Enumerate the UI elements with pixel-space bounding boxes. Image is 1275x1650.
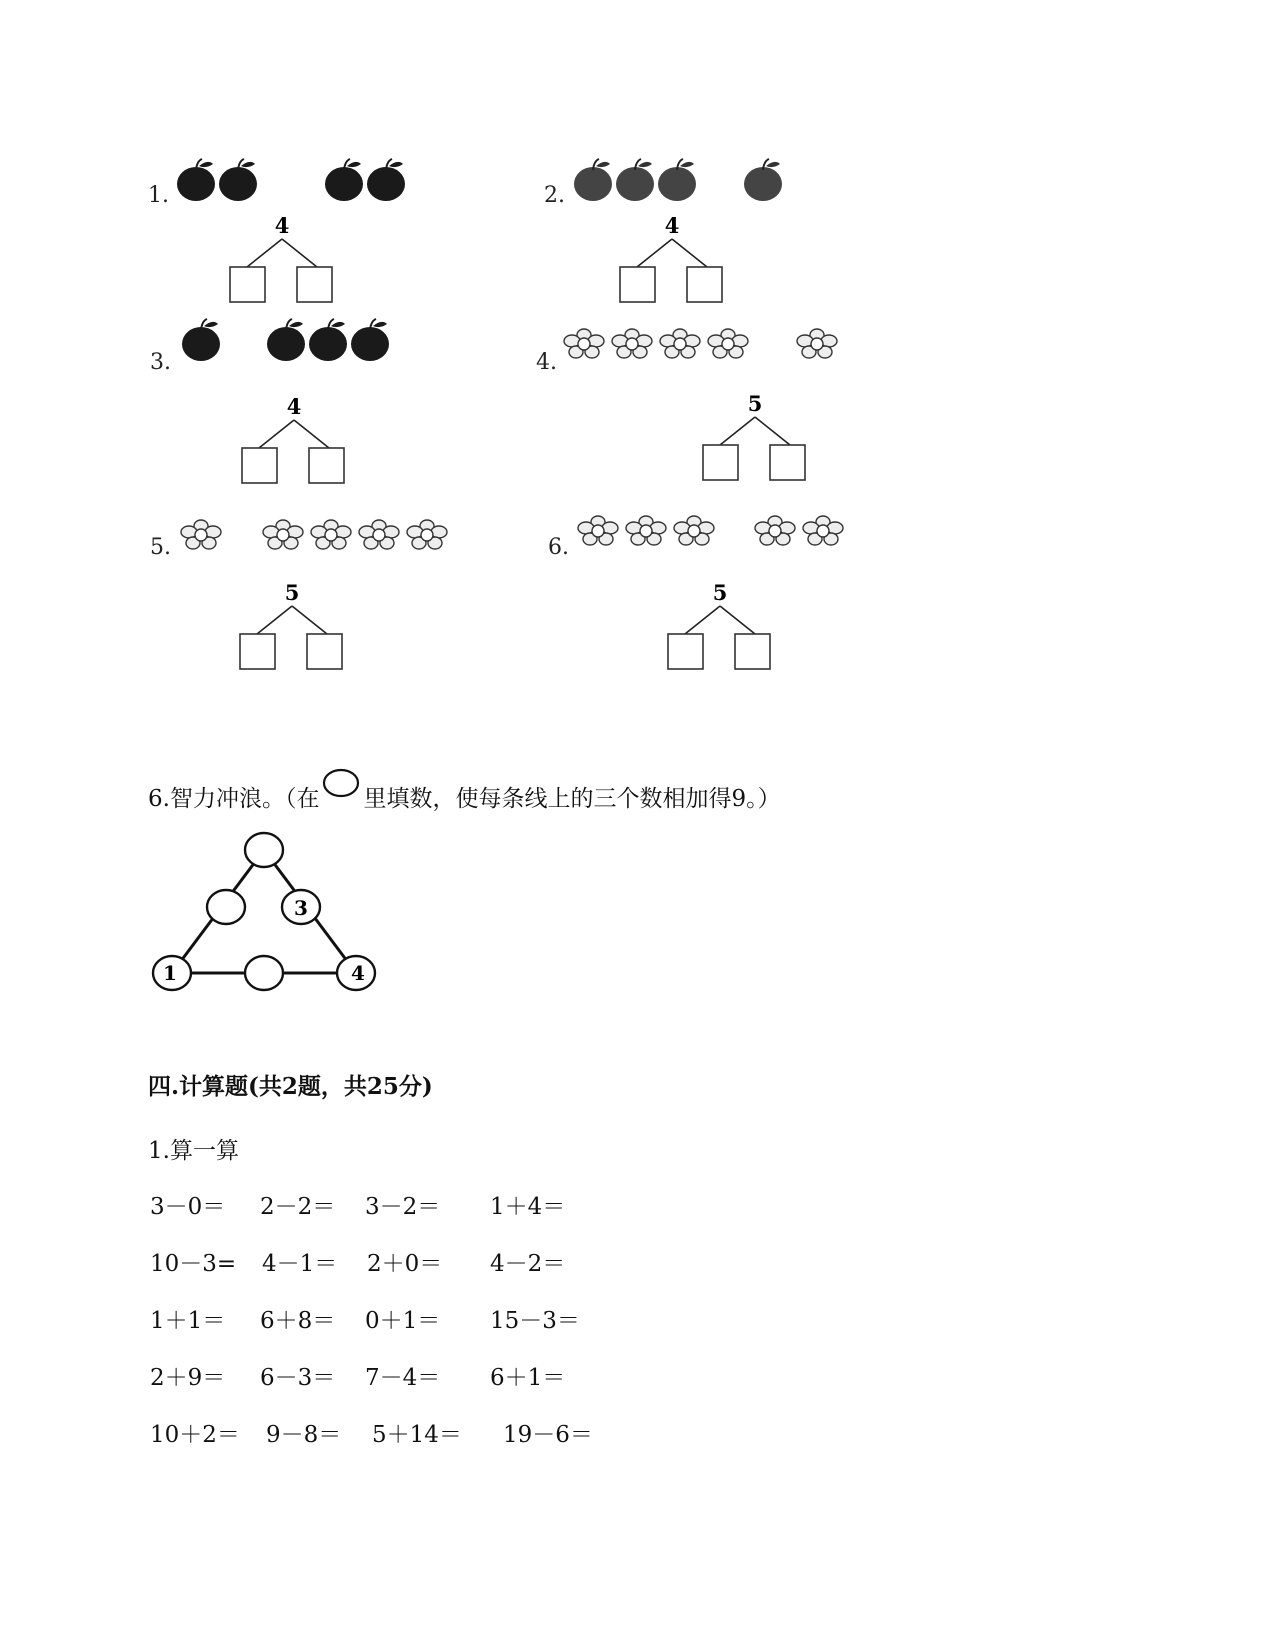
calc-item: 2－2＝ — [260, 1194, 336, 1220]
flower-icon — [802, 515, 844, 547]
problem-2-items — [572, 158, 832, 208]
flower-icon — [563, 328, 605, 360]
answer-box-left — [240, 634, 275, 669]
value-right-mid: 3 — [294, 896, 308, 920]
answer-box-left — [620, 267, 655, 302]
calc-item: 10＋2＝ — [150, 1422, 240, 1448]
calc-item: 6＋1＝ — [490, 1365, 566, 1391]
calc-item: 2＋0＝ — [367, 1251, 443, 1277]
apple-icon — [307, 318, 349, 362]
calc-item: 1＋1＝ — [150, 1308, 226, 1334]
calc-item: 1＋4＝ — [490, 1194, 566, 1220]
flower-icon — [310, 519, 352, 551]
number-bond-5 — [235, 582, 355, 677]
problem-6-label: 6. — [548, 535, 569, 560]
blank-circle-bottom-mid — [245, 956, 283, 990]
flower-icon — [180, 519, 222, 551]
answer-box-left — [242, 448, 277, 483]
calc-item: 3－2＝ — [365, 1194, 441, 1220]
question-6-suffix: 里填数，使每条线上的三个数相加得9。） — [363, 786, 781, 812]
calc-item: 6＋8＝ — [260, 1308, 336, 1334]
flower-icon — [262, 519, 304, 551]
problem-3-items — [180, 318, 440, 368]
apple-icon — [742, 158, 784, 202]
answer-box-left — [230, 267, 265, 302]
answer-box-right — [307, 634, 342, 669]
calc-item: 9－8＝ — [266, 1422, 342, 1448]
bond-top-number: 4 — [274, 213, 290, 238]
apple-icon — [614, 158, 656, 202]
apple-icon — [656, 158, 698, 202]
flower-icon — [754, 515, 796, 547]
apple-icon — [265, 318, 307, 362]
answer-box-right — [297, 267, 332, 302]
flower-icon — [625, 515, 667, 547]
calc-item: 4－1＝ — [262, 1251, 338, 1277]
triangle-puzzle — [148, 825, 388, 1005]
flower-icon — [358, 519, 400, 551]
problem-2-label: 2. — [544, 183, 565, 208]
flower-icon — [659, 328, 701, 360]
problem-4-label: 4. — [536, 350, 557, 375]
apple-icon — [349, 318, 391, 362]
flower-icon — [673, 515, 715, 547]
apple-icon — [180, 318, 222, 362]
answer-box-right — [687, 267, 722, 302]
apple-icon — [217, 158, 259, 202]
problem-6-items — [577, 515, 877, 565]
number-bond-2 — [615, 215, 735, 310]
answer-box-right — [735, 634, 770, 669]
problem-3-label: 3. — [150, 350, 171, 375]
apple-icon — [175, 158, 217, 202]
number-bond-3 — [237, 396, 357, 491]
flower-icon — [707, 328, 749, 360]
calc-item: 6－3＝ — [260, 1365, 336, 1391]
answer-box-left — [703, 445, 738, 480]
calc-item: 10－3= — [150, 1251, 237, 1277]
blank-circle-left-mid — [207, 890, 245, 924]
problem-5-label: 5. — [150, 535, 171, 560]
calc-item: 3－0＝ — [150, 1194, 226, 1220]
flower-icon — [796, 328, 838, 360]
problem-1-label: 1. — [148, 183, 169, 208]
question-6 — [148, 768, 781, 813]
calc-item: 15－3＝ — [490, 1308, 580, 1334]
section-4-title: 四.计算题(共2题，共25分) — [148, 1073, 433, 1100]
problem-4-items — [563, 328, 863, 378]
section-4-subtitle: 1.算一算 — [148, 1138, 239, 1164]
bond-top-number: 5 — [284, 580, 300, 605]
answer-box-right — [770, 445, 805, 480]
flower-icon — [611, 328, 653, 360]
apple-icon — [572, 158, 614, 202]
flower-icon — [577, 515, 619, 547]
apple-icon — [365, 158, 407, 202]
calc-item: 19－6＝ — [503, 1422, 593, 1448]
flower-icon — [406, 519, 448, 551]
problem-5-items — [180, 519, 480, 569]
calc-item: 5＋14＝ — [372, 1422, 462, 1448]
circle-icon — [321, 768, 361, 798]
number-bond-4 — [698, 393, 818, 488]
bond-top-number: 4 — [664, 213, 680, 238]
calc-item: 2＋9＝ — [150, 1365, 226, 1391]
number-bond-1 — [225, 215, 345, 310]
calc-item: 0＋1＝ — [365, 1308, 441, 1334]
answer-box-right — [309, 448, 344, 483]
blank-circle-top — [245, 833, 283, 867]
apple-icon — [323, 158, 365, 202]
calc-item: 7－4＝ — [365, 1365, 441, 1391]
value-left: 1 — [163, 961, 177, 985]
answer-box-left — [668, 634, 703, 669]
value-right: 4 — [351, 961, 365, 985]
problem-1-items — [175, 158, 435, 208]
number-bond-6 — [663, 582, 783, 677]
bond-top-number: 5 — [747, 391, 763, 416]
bond-top-number: 5 — [712, 580, 728, 605]
question-6-prefix: 6.智力冲浪。（在 — [148, 786, 320, 812]
calc-item: 4－2＝ — [490, 1251, 566, 1277]
bond-top-number: 4 — [286, 394, 302, 419]
